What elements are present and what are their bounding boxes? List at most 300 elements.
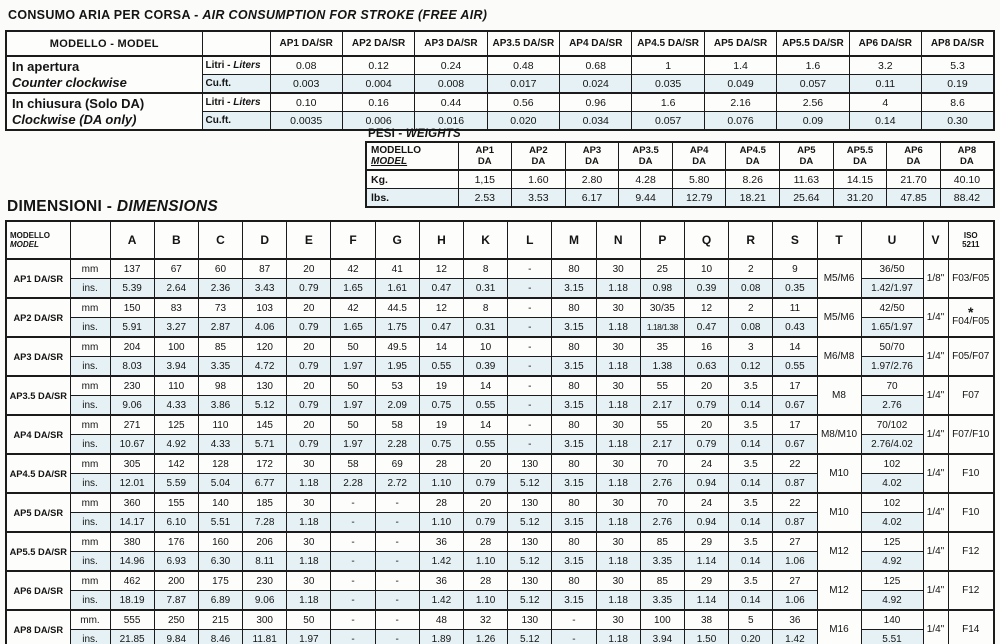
dim-u-mm-value: 42/50 [861, 298, 923, 318]
dim-unit-mm-label: mm [70, 376, 110, 396]
dim-ins-value: - [375, 513, 419, 533]
dim-ins-value: 14.96 [110, 552, 154, 572]
dim-ins-value: 14.17 [110, 513, 154, 533]
dim-column-header: B [154, 221, 198, 259]
dim-column-header: U [861, 221, 923, 259]
dim-ins-value: 4.33 [198, 435, 242, 455]
dim-ins-value: 1.42 [419, 552, 463, 572]
dim-ins-value: 3.27 [154, 318, 198, 338]
dim-ins-value: 0.31 [464, 279, 508, 299]
dim-mm-value: - [508, 298, 552, 318]
air-title-italian: CONSUMO ARIA PER CORSA - [8, 8, 203, 22]
dim-ins-value: 2.17 [640, 396, 684, 416]
dim-mm-value: 41 [375, 259, 419, 279]
weights-lbs-value: 3.53 [512, 189, 566, 208]
air-liters-value: 0.24 [415, 56, 487, 75]
dim-title-italian: DIMENSIONI - [7, 198, 117, 215]
dim-mm-value: 35 [640, 337, 684, 357]
dim-ins-value: 1.14 [684, 591, 728, 611]
dim-u-ins-value: 4.02 [861, 474, 923, 494]
dim-ins-value: 0.79 [287, 396, 331, 416]
dim-mm-value: 155 [154, 493, 198, 513]
dim-column-header: P [640, 221, 684, 259]
air-liters-value: 8.6 [922, 93, 994, 112]
dim-mm-value: 176 [154, 532, 198, 552]
dim-mm-value: 80 [552, 415, 596, 435]
dim-ins-value: 0.79 [464, 513, 508, 533]
dim-ins-value: 0.14 [729, 435, 773, 455]
air-liters-value: 1.6 [777, 56, 849, 75]
dim-ins-value: 1.65 [331, 279, 375, 299]
dim-ins-value: 3.15 [552, 435, 596, 455]
dim-ins-value: 1.18 [596, 318, 640, 338]
dim-ins-value: 2.17 [640, 435, 684, 455]
dim-mm-value: - [508, 337, 552, 357]
dim-ins-value: 0.47 [419, 279, 463, 299]
dim-mm-value: 83 [154, 298, 198, 318]
weights-header-model: MODELLO MODEL [366, 142, 458, 170]
dim-v-value: 1/4" [923, 493, 948, 532]
dim-mm-value: 175 [198, 571, 242, 591]
dim-ins-value: 0.87 [773, 474, 817, 494]
dim-ins-value: 21.85 [110, 630, 154, 644]
air-liters-value: 1 [632, 56, 704, 75]
dim-ins-value: - [508, 435, 552, 455]
dim-ins-value: 0.08 [729, 279, 773, 299]
dim-mm-value: 3.5 [729, 415, 773, 435]
dim-model-label: AP5 DA/SR [6, 493, 70, 532]
dim-ins-value: 1.10 [419, 474, 463, 494]
dim-model-label: AP1 DA/SR [6, 259, 70, 298]
dim-t-value: M8 [817, 376, 861, 415]
dim-mm-value: 16 [684, 337, 728, 357]
dim-column-header: G [375, 221, 419, 259]
dim-ins-value: 4.72 [243, 357, 287, 377]
dim-mm-value: 3.5 [729, 532, 773, 552]
weights-kg-value: 2.80 [565, 170, 619, 189]
dim-ins-value: 5.12 [508, 591, 552, 611]
dim-mm-value: 250 [154, 610, 198, 630]
dim-iso-cell [948, 532, 994, 571]
dim-t-value: M10 [817, 454, 861, 493]
air-liters-value: 4 [849, 93, 921, 112]
dim-mm-value: 30/35 [640, 298, 684, 318]
dim-ins-value: 3.15 [552, 318, 596, 338]
dim-mm-value: 10 [684, 259, 728, 279]
dim-column-header: L [508, 221, 552, 259]
dim-unit-ins-label: ins. [70, 318, 110, 338]
dim-unit-ins-label: ins. [70, 552, 110, 572]
dim-ins-value: 5.12 [508, 474, 552, 494]
dim-mm-value: 11 [773, 298, 817, 318]
dim-mm-value: 22 [773, 493, 817, 513]
air-liters-value: 3.2 [849, 56, 921, 75]
dim-t-value: M5/M6 [817, 259, 861, 298]
dim-mm-value: 17 [773, 376, 817, 396]
dim-ins-value: 4.92 [154, 435, 198, 455]
dim-mm-value: 55 [640, 376, 684, 396]
dim-u-mm-value: 125 [861, 532, 923, 552]
dim-mm-value: - [375, 571, 419, 591]
dim-iso-cell [948, 337, 994, 376]
dim-mm-value: 50 [331, 415, 375, 435]
dim-ins-value: - [552, 630, 596, 644]
dim-mm-value: 20 [684, 376, 728, 396]
dim-mm-value: - [375, 532, 419, 552]
dim-v-value: 1/4" [923, 298, 948, 337]
dim-mm-value: - [375, 610, 419, 630]
dim-unit-mm-label: mm [70, 298, 110, 318]
dim-ins-value: 1.97 [331, 435, 375, 455]
weights-kg-value: 21.70 [887, 170, 941, 189]
dim-ins-value: 0.39 [684, 279, 728, 299]
dim-ins-value: - [331, 513, 375, 533]
weights-model-header: AP8 DA [940, 142, 994, 170]
dim-mm-value: 24 [684, 454, 728, 474]
dim-mm-value: 48 [419, 610, 463, 630]
dim-t-value: M8/M10 [817, 415, 861, 454]
dim-mm-value: - [331, 571, 375, 591]
dim-mm-value: 55 [640, 415, 684, 435]
dim-ins-value: 2.28 [331, 474, 375, 494]
dim-iso-value: F12 [962, 545, 980, 557]
dim-ins-value: 1.18 [596, 474, 640, 494]
dim-iso-cell [948, 571, 994, 610]
dim-ins-value: 6.89 [198, 591, 242, 611]
dim-ins-value: 5.71 [243, 435, 287, 455]
dim-iso-cell [948, 298, 994, 337]
dim-ins-value: 2.36 [198, 279, 242, 299]
dim-ins-value: 6.10 [154, 513, 198, 533]
dim-iso-value: F10 [962, 506, 980, 518]
dim-mm-value: 60 [198, 259, 242, 279]
air-model-header: AP5 DA/SR [704, 31, 776, 56]
air-cuft-value: 0.016 [415, 112, 487, 131]
air-title-english: AIR CONSUMPTION FOR STROKE (FREE AIR) [202, 8, 488, 22]
air-unit-cuft-label: Cu.ft. [202, 75, 270, 94]
air-model-header: AP1 DA/SR [270, 31, 342, 56]
dim-mm-value: 30 [596, 610, 640, 630]
dim-mm-value: 30 [596, 532, 640, 552]
dim-mm-value: 14 [464, 376, 508, 396]
dim-ins-value: 0.20 [729, 630, 773, 644]
weights-kg-value: 8.26 [726, 170, 780, 189]
dim-mm-value: 27 [773, 571, 817, 591]
air-cuft-value: 0.057 [777, 75, 849, 94]
dim-ins-value: 5.12 [508, 630, 552, 644]
weights-lbs-value: 88.42 [940, 189, 994, 208]
dim-mm-value: 140 [198, 493, 242, 513]
dim-ins-value: 1.89 [419, 630, 463, 644]
dim-ins-value: 0.39 [464, 357, 508, 377]
dim-unit-ins-label: ins. [70, 591, 110, 611]
dim-ins-value: 3.43 [243, 279, 287, 299]
dim-ins-value: 0.43 [773, 318, 817, 338]
dim-ins-value: 3.15 [552, 513, 596, 533]
dim-ins-value: 5.91 [110, 318, 154, 338]
air-model-header: AP2 DA/SR [342, 31, 414, 56]
air-liters-value: 0.96 [560, 93, 632, 112]
weights-model-header: AP3.5 DA [619, 142, 673, 170]
dim-ins-value: 0.79 [684, 435, 728, 455]
dim-unit-ins-label: ins. [70, 474, 110, 494]
dim-t-value: M12 [817, 571, 861, 610]
dim-mm-value: 230 [243, 571, 287, 591]
air-cuft-value: 0.004 [342, 75, 414, 94]
dim-unit-ins-label: ins. [70, 435, 110, 455]
dim-unit-mm-label: mm [70, 415, 110, 435]
dim-ins-value: 3.86 [198, 396, 242, 416]
dim-mm-value: 305 [110, 454, 154, 474]
air-cuft-value: 0.049 [704, 75, 776, 94]
dim-ins-value: 0.79 [287, 318, 331, 338]
dim-ins-value: 1.42 [419, 591, 463, 611]
air-unit-cuft-label: Cu.ft. [202, 112, 270, 131]
dim-mm-value: 130 [508, 493, 552, 513]
dim-mm-value: 14 [419, 337, 463, 357]
weights-lbs-value: 31.20 [833, 189, 887, 208]
dim-ins-value: 6.30 [198, 552, 242, 572]
dim-column-header: S [773, 221, 817, 259]
dim-mm-value: 3.5 [729, 493, 773, 513]
dim-mm-value: 25 [640, 259, 684, 279]
air-cuft-value: 0.006 [342, 112, 414, 131]
dim-unit-ins-label: ins. [70, 357, 110, 377]
dim-ins-value: 3.94 [640, 630, 684, 644]
air-consumption-table [5, 30, 995, 131]
dim-ins-value: 0.14 [729, 552, 773, 572]
dim-mm-value: 38 [684, 610, 728, 630]
dim-v-value: 1/4" [923, 376, 948, 415]
dim-ins-value: 1.97 [287, 630, 331, 644]
dim-ins-value: 5.04 [198, 474, 242, 494]
weights-lbs-value: 12.79 [672, 189, 726, 208]
dim-unit-ins-label: ins. [70, 396, 110, 416]
dim-ins-value: 0.67 [773, 435, 817, 455]
dim-column-header: E [287, 221, 331, 259]
dim-ins-value: 0.79 [287, 435, 331, 455]
dim-mm-value: 44.5 [375, 298, 419, 318]
dim-ins-value: 1.18 [287, 552, 331, 572]
dim-u-ins-value: 1.42/1.97 [861, 279, 923, 299]
dim-mm-value: 42 [331, 259, 375, 279]
dim-mm-value: 30 [596, 259, 640, 279]
dim-mm-value: 80 [552, 298, 596, 318]
dim-ins-value: 5.59 [154, 474, 198, 494]
dim-column-header: R [729, 221, 773, 259]
dim-ins-value: 1.38 [640, 357, 684, 377]
dim-mm-value: 24 [684, 493, 728, 513]
dim-v-value: 1/4" [923, 571, 948, 610]
air-liters-value: 2.56 [777, 93, 849, 112]
dim-mm-value: 128 [198, 454, 242, 474]
dim-mm-value: 20 [464, 493, 508, 513]
dim-mm-value: 85 [198, 337, 242, 357]
dim-mm-value: - [331, 493, 375, 513]
air-cuft-value: 0.19 [922, 75, 994, 94]
weights-table [365, 141, 995, 208]
dim-mm-value: 28 [419, 454, 463, 474]
dim-iso-cell [948, 610, 994, 644]
dim-ins-value: - [508, 279, 552, 299]
dim-mm-value: 53 [375, 376, 419, 396]
dim-ins-value: 0.55 [419, 357, 463, 377]
dim-ins-value: 1.18 [596, 591, 640, 611]
dim-mm-value: 230 [110, 376, 154, 396]
dim-mm-value: 70 [640, 454, 684, 474]
dim-column-header: H [419, 221, 463, 259]
dim-mm-value: 69 [375, 454, 419, 474]
dim-ins-value: 3.15 [552, 552, 596, 572]
dim-mm-value: 12 [684, 298, 728, 318]
weights-kg-value: 1.60 [512, 170, 566, 189]
dim-mm-value: - [508, 376, 552, 396]
dim-ins-value: 0.08 [729, 318, 773, 338]
air-model-header: AP6 DA/SR [849, 31, 921, 56]
dim-mm-value: 9 [773, 259, 817, 279]
dim-mm-value: 19 [419, 376, 463, 396]
dim-mm-value: 30 [596, 376, 640, 396]
dim-mm-value: 42 [331, 298, 375, 318]
dim-model-label: AP4 DA/SR [6, 415, 70, 454]
dim-mm-value: 36 [419, 532, 463, 552]
dim-ins-value: 2.72 [375, 474, 419, 494]
dim-mm-value: 30 [287, 454, 331, 474]
iso-note-star: * [968, 304, 974, 320]
dim-mm-value: 12 [419, 259, 463, 279]
dim-mm-value: 80 [552, 259, 596, 279]
dim-mm-value: 142 [154, 454, 198, 474]
dim-mm-value: 200 [154, 571, 198, 591]
dim-ins-value: 7.87 [154, 591, 198, 611]
dim-iso-value: F05/F07 [952, 350, 990, 362]
dim-mm-value: 3.5 [729, 454, 773, 474]
air-liters-value: 2.16 [704, 93, 776, 112]
dim-ins-value: 0.14 [729, 513, 773, 533]
dim-unit-mm-label: mm [70, 337, 110, 357]
dim-iso-value: F10 [962, 467, 980, 479]
dim-mm-value: 36 [419, 571, 463, 591]
dim-mm-value: - [508, 259, 552, 279]
dim-u-ins-value: 2.76 [861, 396, 923, 416]
dim-unit-mm-label: mm [70, 532, 110, 552]
dim-mm-value: 100 [154, 337, 198, 357]
dim-model-label: AP8 DA/SR [6, 610, 70, 644]
dim-mm-value: 30 [287, 532, 331, 552]
dim-mm-value: 80 [552, 493, 596, 513]
dim-ins-value: 5.39 [110, 279, 154, 299]
dim-mm-value: 87 [243, 259, 287, 279]
dim-mm-value: 145 [243, 415, 287, 435]
weights-model-header: AP2 DA [512, 142, 566, 170]
dim-mm-value: 2 [729, 259, 773, 279]
dim-ins-value: 2.09 [375, 396, 419, 416]
dim-mm-value: 50 [331, 337, 375, 357]
weights-lbs-value: 25.64 [780, 189, 834, 208]
weights-kg-value: 1,15 [458, 170, 512, 189]
dim-mm-value: 98 [198, 376, 242, 396]
dim-ins-value: 5.12 [508, 552, 552, 572]
dim-column-header: F [331, 221, 375, 259]
dim-header-model: MODELLO MODEL [6, 221, 70, 259]
dim-ins-value: 8.03 [110, 357, 154, 377]
dim-mm-value: 30 [596, 298, 640, 318]
dim-ins-value: - [375, 591, 419, 611]
air-unit-liters-label: Litri - Liters [202, 93, 270, 112]
dim-v-value: 1/4" [923, 415, 948, 454]
dim-header-unit-blank [70, 221, 110, 259]
dim-mm-value: 30 [596, 337, 640, 357]
dim-v-value: 1/8" [923, 259, 948, 298]
dim-mm-value: 360 [110, 493, 154, 513]
dim-mm-value: 110 [154, 376, 198, 396]
dim-mm-value: 130 [508, 532, 552, 552]
dim-mm-value: 30 [596, 493, 640, 513]
dim-column-header: M [552, 221, 596, 259]
weights-title-english: WEIGHTS [405, 128, 461, 140]
dim-ins-value: 1.97 [331, 396, 375, 416]
dim-ins-value: 3.35 [640, 552, 684, 572]
dim-mm-value: 49.5 [375, 337, 419, 357]
dim-mm-value: 5 [729, 610, 773, 630]
dim-column-header: A [110, 221, 154, 259]
dim-ins-value: 1.50 [684, 630, 728, 644]
dim-mm-value: - [552, 610, 596, 630]
dim-ins-value: 0.79 [464, 474, 508, 494]
dim-iso-cell [948, 454, 994, 493]
dim-mm-value: 150 [110, 298, 154, 318]
dim-ins-value: 5.12 [243, 396, 287, 416]
dim-ins-value: 1.61 [375, 279, 419, 299]
dim-ins-value: 0.47 [684, 318, 728, 338]
dim-iso-value: F04/F05 [952, 316, 990, 327]
air-header-model: MODELLO - MODEL [6, 31, 202, 56]
dim-mm-value: 67 [154, 259, 198, 279]
air-cuft-value: 0.30 [922, 112, 994, 131]
air-liters-value: 0.48 [487, 56, 559, 75]
dim-mm-value: 204 [110, 337, 154, 357]
weights-model-header: AP4 DA [672, 142, 726, 170]
air-liters-value: 1.4 [704, 56, 776, 75]
dim-ins-value: 5.51 [198, 513, 242, 533]
dim-mm-value: - [508, 415, 552, 435]
dim-u-mm-value: 125 [861, 571, 923, 591]
dim-mm-value: 185 [243, 493, 287, 513]
air-consumption-title [8, 8, 487, 22]
air-liters-value: 1.6 [632, 93, 704, 112]
dim-iso-value: F03/F05 [952, 272, 990, 284]
dim-ins-value: 2.28 [375, 435, 419, 455]
dim-title-english: DIMENSIONS [116, 198, 219, 215]
dim-mm-value: 206 [243, 532, 287, 552]
air-model-header: AP3 DA/SR [415, 31, 487, 56]
dim-mm-value: 30 [596, 454, 640, 474]
dim-mm-value: 73 [198, 298, 242, 318]
dim-mm-value: 29 [684, 571, 728, 591]
air-row-group-label: In chiusura (Solo DA) Clockwise (DA only) [6, 93, 202, 130]
dim-ins-value: 3.15 [552, 357, 596, 377]
dim-ins-value: 1.95 [375, 357, 419, 377]
dim-ins-value: 0.75 [419, 396, 463, 416]
air-cuft-value: 0.008 [415, 75, 487, 94]
dim-ins-value: 2.64 [154, 279, 198, 299]
air-cuft-value: 0.003 [270, 75, 342, 94]
air-cuft-value: 0.14 [849, 112, 921, 131]
dim-mm-value: 215 [198, 610, 242, 630]
dim-unit-mm-label: mm [70, 493, 110, 513]
dim-u-ins-value: 2.76/4.02 [861, 435, 923, 455]
dim-mm-value: 30 [287, 493, 331, 513]
